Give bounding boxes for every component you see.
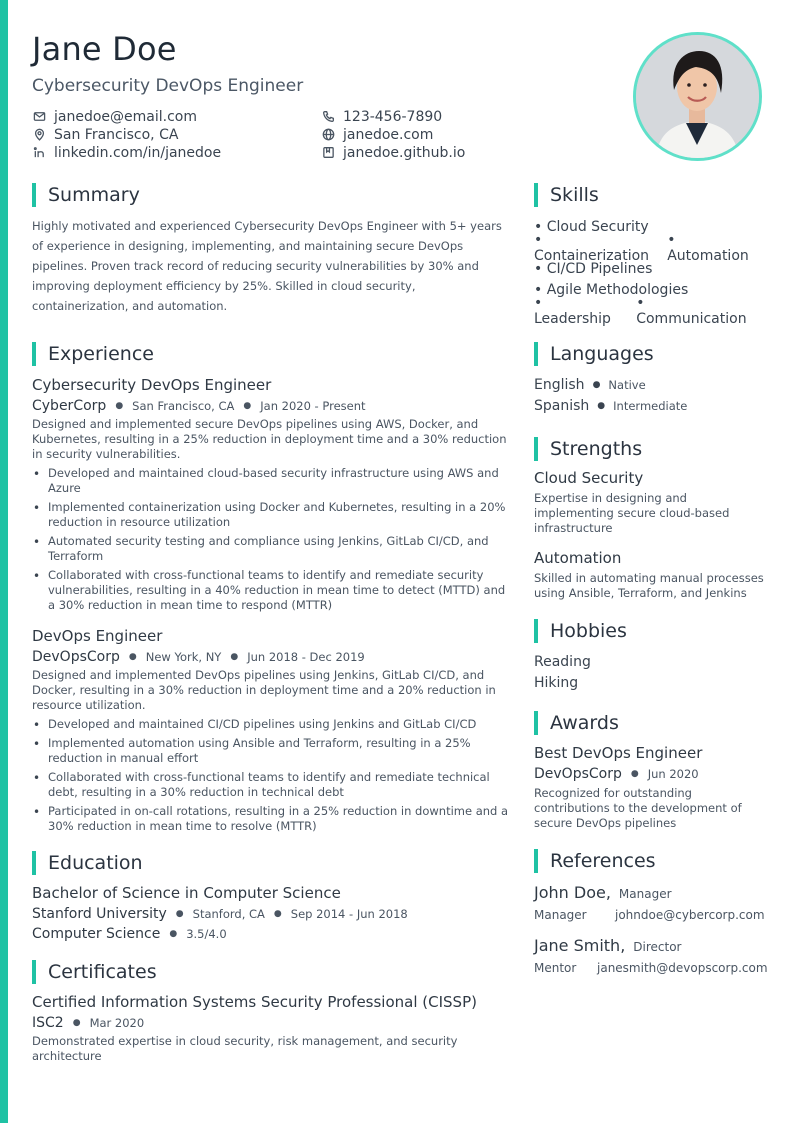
skill-item: • Containerization: [534, 231, 650, 264]
language-item: [534, 374, 770, 395]
reference-contact: [534, 908, 770, 922]
reference-relation: Mentor: [534, 961, 577, 975]
education-entry: [32, 884, 512, 942]
experience-entry: [32, 627, 512, 834]
phone-text: 123-456-7890: [343, 108, 443, 125]
linkedin-text: linkedin.com/in/janedoe: [54, 144, 222, 161]
separator-dot: ●: [175, 909, 184, 919]
bookmark-icon: [321, 146, 335, 160]
list-item: • Developed and maintained cloud-based security infrastructure using AWS and Azure: [32, 466, 512, 496]
strength-title: Cloud Security: [534, 469, 644, 487]
list-item: • Collaborated with cross-functional teams to identify and remediate technical debt, resulting in a 30% reduction in technical debt: [32, 770, 512, 800]
contact-website[interactable]: [321, 126, 621, 143]
degree-title: Bachelor of Science in Computer Science: [32, 884, 341, 902]
job-location: New York, NY: [145, 650, 222, 664]
certificate-name: Certified Information Systems Security Professional (CISSP): [32, 993, 477, 1011]
strength-title: Automation: [534, 549, 622, 567]
section-languages: [534, 341, 770, 367]
education-major-line: [32, 926, 512, 942]
education-meta: [32, 906, 512, 922]
reference-name-line: [534, 936, 770, 955]
section-education: [32, 850, 512, 876]
section-title: Skills: [550, 184, 599, 206]
language-name: Spanish: [534, 397, 590, 414]
separator-dot: ●: [273, 909, 282, 919]
certificate-date: Mar 2020: [89, 1016, 145, 1030]
job-bullets: [32, 717, 512, 834]
separator-dot: ●: [592, 379, 601, 390]
job-meta: [32, 398, 512, 414]
skill-item: • CI/CD Pipelines: [534, 260, 653, 277]
sidebar-column: [534, 182, 770, 975]
candidate-name: Jane Doe: [32, 30, 177, 68]
education-dates: Sep 2014 - Jun 2018: [290, 907, 408, 921]
profile-photo: [633, 32, 762, 161]
job-title: Cybersecurity DevOps Engineer: [32, 376, 272, 394]
section-marker: [32, 851, 36, 875]
section-marker: [534, 619, 538, 643]
certificate-meta: [32, 1015, 512, 1031]
section-title: Education: [48, 852, 143, 874]
section-marker: [534, 711, 538, 735]
summary-text: Highly motivated and experienced Cybersecurity DevOps Engineer with 5+ years of experience in designing, implementing, and maintaining secure DevOps pipelines. Proven track record of reducing security vulnerabilities by 30% and improving deployment efficiency by 25%. Skilled in cloud security, containerization, and automation.: [32, 219, 502, 313]
separator-dot: ●: [115, 401, 124, 411]
hobbies-list: [534, 651, 770, 693]
reference-role: Director: [633, 940, 682, 954]
separator-dot: ●: [230, 652, 239, 662]
section-title: References: [550, 850, 656, 872]
job-location: San Francisco, CA: [132, 399, 235, 413]
list-item: • Developed and maintained CI/CD pipelines using Jenkins and GitLab CI/CD: [32, 717, 512, 732]
job-description: Designed and implemented secure DevOps pipelines using AWS, Docker, and Kubernetes, resulting in a 25% reduction in deployment time and a 30% reduction in security vulnerabilities.: [32, 417, 507, 461]
section-title: Experience: [48, 343, 154, 365]
award-org: DevOpsCorp: [534, 766, 622, 782]
job-meta: [32, 649, 512, 665]
major: Computer Science: [32, 926, 161, 942]
language-item: [534, 395, 770, 416]
section-summary: [32, 182, 512, 208]
section-title: Summary: [48, 184, 140, 206]
list-item: • Implemented containerization using Docker and Kubernetes, resulting in a 20% reduction in resource utilization: [32, 500, 512, 530]
section-title: Strengths: [550, 438, 643, 460]
award-date: Jun 2020: [647, 767, 699, 781]
skills-list: [534, 216, 770, 327]
certificate-description: Demonstrated expertise in cloud security, risk management, and security architecture: [32, 1034, 458, 1063]
website-text: janedoe.com: [343, 126, 434, 143]
section-marker: [32, 183, 36, 207]
school-name: Stanford University: [32, 906, 167, 922]
list-item: • Participated in on-call rotations, resulting in a 25% reduction in downtime and a 30% reduction in mean time to resolve (MTTR): [32, 804, 512, 834]
separator-dot: ●: [169, 929, 178, 939]
list-item: • Implemented automation using Ansible and Terraform, resulting in a 25% reduction in manual effort: [32, 736, 512, 766]
section-title: Awards: [550, 712, 619, 734]
section-marker: [534, 437, 538, 461]
phone-icon: [321, 110, 335, 124]
email-text: janedoe@email.com: [54, 108, 197, 125]
skill-item: • Cloud Security: [534, 218, 649, 235]
certificate-issuer: ISC2: [32, 1015, 64, 1031]
main-column: [32, 182, 512, 1064]
section-hobbies: [534, 618, 770, 644]
skills-row: [534, 294, 770, 327]
section-strengths: [534, 436, 770, 462]
job-description: Designed and implemented DevOps pipelines using Jenkins, GitLab CI/CD, and Docker, resulting in a 30% reduction in deployment time and a 20% reduction in resource utilization.: [32, 668, 496, 712]
section-awards: [534, 710, 770, 736]
job-bullets: [32, 466, 512, 613]
section-marker: [32, 960, 36, 984]
skill-item: • Automation: [667, 231, 749, 264]
candidate-title: Cybersecurity DevOps Engineer: [32, 76, 304, 96]
list-item: • Automated security testing and compliance using Jenkins, GitLab CI/CD, and Terraform: [32, 534, 512, 564]
linkedin-icon: [32, 146, 46, 160]
job-dates: Jan 2020 - Present: [260, 399, 366, 413]
section-experience: [32, 341, 512, 367]
accent-bar: [0, 0, 8, 1123]
skill-item: • Communication: [636, 294, 747, 327]
reference-relation: Manager: [534, 908, 587, 922]
skill-item: • Agile Methodologies: [534, 281, 689, 298]
resume-header: [32, 30, 632, 161]
experience-entry: [32, 376, 512, 613]
strength-entry: [534, 469, 770, 536]
strength-entry: [534, 549, 770, 601]
separator-dot: ●: [597, 400, 606, 411]
profile-photo-illustration: [636, 35, 759, 158]
section-skills: [534, 182, 770, 208]
reference-entry: [534, 883, 770, 922]
reference-contact: [534, 961, 770, 975]
school-location: Stanford, CA: [192, 907, 265, 921]
hobby-item: Reading: [534, 653, 591, 670]
section-title: Hobbies: [550, 620, 627, 642]
contact-location: [32, 126, 321, 143]
section-title: Certificates: [48, 961, 157, 983]
section-marker: [534, 849, 538, 873]
contact-github[interactable]: [321, 144, 621, 161]
award-description: Recognized for outstanding contributions to the development of secure DevOps pipelines: [534, 786, 742, 830]
contact-linkedin[interactable]: [32, 144, 321, 161]
section-marker: [534, 183, 538, 207]
mail-icon: [32, 110, 46, 124]
globe-icon: [321, 128, 335, 142]
skills-row: [534, 231, 770, 264]
github-text: janedoe.github.io: [343, 144, 466, 161]
reference-name-line: [534, 883, 770, 902]
certificate-entry: [32, 993, 512, 1064]
award-title: Best DevOps Engineer: [534, 744, 703, 762]
contact-info: [32, 108, 632, 161]
location-pin-icon: [32, 128, 46, 142]
separator-dot: ●: [243, 401, 252, 411]
separator-dot: ●: [630, 769, 639, 779]
company-name: CyberCorp: [32, 398, 107, 414]
contact-phone[interactable]: [321, 108, 621, 125]
skill-item: • Leadership: [534, 294, 611, 327]
company-name: DevOpsCorp: [32, 649, 120, 665]
reference-entry: [534, 936, 770, 975]
contact-email[interactable]: [32, 108, 321, 125]
separator-dot: ●: [128, 652, 137, 662]
reference-email[interactable]: johndoe@cybercorp.com: [615, 908, 765, 922]
award-meta: [534, 766, 770, 782]
section-certificates: [32, 959, 512, 985]
section-marker: [32, 342, 36, 366]
reference-role: Manager: [618, 887, 672, 901]
languages-list: [534, 374, 770, 416]
section-references: [534, 848, 770, 874]
job-title: DevOps Engineer: [32, 627, 163, 645]
section-marker: [534, 342, 538, 366]
reference-name: Jane Smith,: [534, 936, 626, 955]
hobby-item: Hiking: [534, 674, 579, 691]
separator-dot: ●: [72, 1018, 81, 1028]
section-title: Languages: [550, 343, 654, 365]
reference-name: John Doe,: [534, 883, 611, 902]
award-entry: [534, 744, 770, 831]
gpa: 3.5/4.0: [186, 927, 227, 941]
language-level: Native: [608, 377, 646, 392]
location-text: San Francisco, CA: [54, 126, 179, 143]
language-level: Intermediate: [613, 398, 688, 413]
strength-description: Expertise in designing and implementing secure cloud-based infrastructure: [534, 491, 730, 535]
reference-email[interactable]: janesmith@devopscorp.com: [597, 961, 768, 975]
list-item: • Collaborated with cross-functional teams to identify and remediate security vulnerabilities, resulting in a 40% reduction in mean time to detect (MTTD) and a 30% reduction in mean time to respond (MTTR): [32, 568, 512, 613]
job-dates: Jun 2018 - Dec 2019: [247, 650, 365, 664]
language-name: English: [534, 376, 585, 393]
strength-description: Skilled in automating manual processes using Ansible, Terraform, and Jenkins: [534, 571, 764, 600]
